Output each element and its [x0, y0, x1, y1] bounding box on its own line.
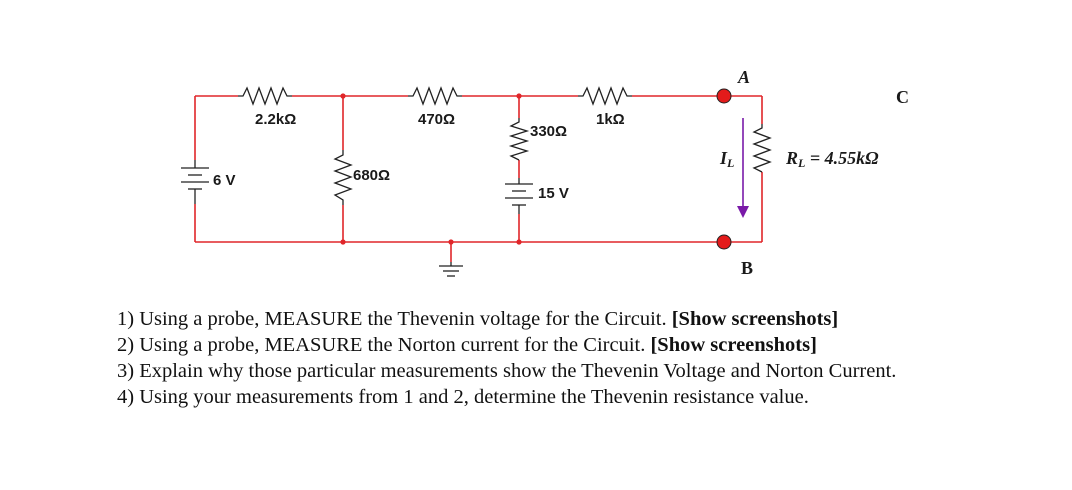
label-load-resistance: [785, 148, 879, 170]
current-arrow-icon: [737, 118, 749, 218]
battery-15v-symbol: [505, 178, 533, 214]
instruction-1-bold: [Show screenshots]: [671, 308, 839, 330]
instruction-1-text: 1) Using a probe, MEASURE the Thevenin voltage for the Circuit.: [117, 308, 672, 330]
load-resistance-sub: L: [798, 156, 806, 170]
resistor-680-symbol: [335, 150, 351, 205]
resistor-330-symbol: [511, 118, 527, 160]
battery-6v-symbol: [181, 160, 209, 204]
load-resistance-value: = 4.55kΩ: [805, 148, 879, 168]
instruction-4-text: 4) Using your measurements from 1 and 2, determine the Thevenin resistance value.: [117, 386, 809, 408]
resistor-1k-symbol: [578, 88, 632, 104]
load-current-symbol: I: [720, 148, 728, 168]
terminal-b: [717, 235, 731, 249]
label-terminal-b: B: [741, 258, 754, 278]
label-load-current: [719, 148, 734, 170]
label-v2: 15 V: [538, 185, 569, 202]
ground-icon: [439, 262, 463, 276]
label-r1: 2.2kΩ: [255, 111, 297, 128]
label-terminal-a: A: [738, 67, 751, 87]
resistor-2.2k-symbol: [238, 88, 292, 104]
label-r5: 330Ω: [530, 123, 568, 140]
load-resistance-symbol: R: [786, 148, 799, 168]
instruction-2-bold: [Show screenshots]: [650, 334, 817, 356]
label-v1: 6 V: [213, 172, 236, 189]
resistor-load-symbol: [754, 124, 770, 172]
instruction-2-text: 2) Using a probe, MEASURE the Norton current for the Circuit.: [117, 334, 651, 356]
instruction-3-text: 3) Explain why those particular measurements show the Thevenin Voltage and Norton Current.: [117, 360, 897, 382]
label-r3: 1kΩ: [596, 111, 625, 128]
instruction-2: [117, 332, 1067, 358]
terminal-a: [717, 89, 731, 103]
load-current-sub: L: [727, 156, 735, 170]
resistor-470-symbol: [408, 88, 462, 104]
label-r2: 470Ω: [418, 111, 456, 128]
instruction-4: [117, 384, 1067, 410]
label-r4: 680Ω: [353, 167, 391, 184]
instruction-3: [117, 358, 1067, 384]
instructions-list: [117, 306, 1067, 410]
instruction-1: [117, 306, 1067, 332]
label-corner-c: C: [896, 87, 909, 107]
